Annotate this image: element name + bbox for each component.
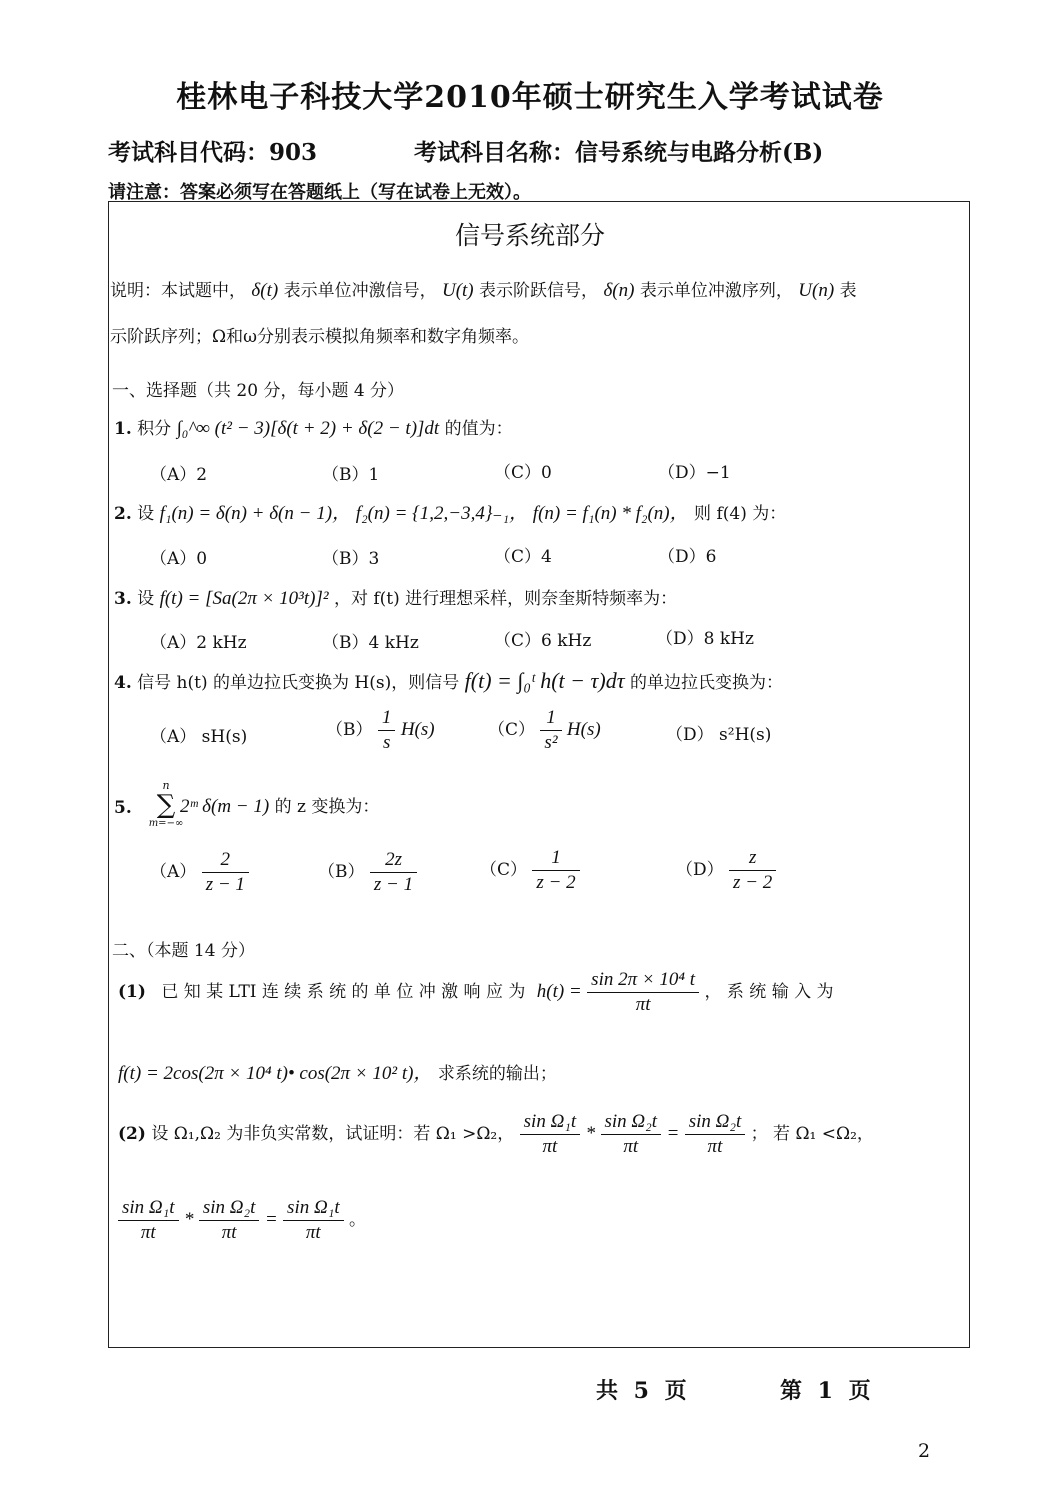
z-transform-expression: 2ᵐ δ(m − 1) — [180, 796, 270, 817]
delta-t-symbol: δ(t) — [251, 280, 279, 301]
delta-n-symbol: δ(n) — [603, 280, 635, 301]
q1-option-c: （C）0 — [494, 463, 552, 483]
part2-heading: 二、（本题 14 分） — [112, 941, 255, 961]
denominator: z − 1 — [205, 874, 245, 895]
u-t-symbol: U(t) — [441, 280, 474, 301]
convolution-operator: * — [585, 1123, 596, 1144]
subject-name: 考试科目名称：信号系统与电路分析(B) — [414, 139, 824, 166]
denominator: πt — [623, 1136, 639, 1157]
u-n-symbol: U(n) — [798, 280, 835, 301]
subject-code: 考试科目代码：903 — [108, 139, 318, 166]
fraction — [587, 968, 699, 1017]
question-text: 积分 — [137, 419, 172, 439]
sigma-icon: ∑ — [156, 790, 176, 820]
q2-option-d: （D）6 — [658, 547, 717, 567]
exam-title: 桂林电子科技大学2010年硕士研究生入学考试试卷 — [176, 80, 884, 115]
numerator: sin Ω₂t — [199, 1196, 260, 1221]
q5-option-a — [150, 848, 249, 897]
fraction — [729, 846, 776, 895]
q1-option-d: （D）−1 — [658, 463, 731, 483]
integral-expression: f(t) = ∫₀ᵗ h(t − τ)dτ — [464, 668, 625, 693]
impulse-response-label: h(t) = — [536, 981, 582, 1002]
fraction — [370, 848, 417, 897]
question-text: 的值为： — [444, 419, 513, 439]
question-number: 3. — [114, 589, 132, 609]
convolution-expression: f₁(n) = δ(n) + δ(n − 1)， f₂(n) = {1,2,−3,4}₋₁， f(n) = f₁(n) * f₂(n)， — [159, 503, 689, 524]
answer-notice: 请注意：答案必须写在答题纸上（写在试卷上无效）。 — [108, 182, 531, 203]
fraction — [601, 1110, 662, 1159]
fraction — [202, 848, 249, 897]
part2-q1-line1 — [118, 968, 834, 1017]
explanation-line-2: 示阶跃序列；Ω和ω分别表示模拟角频率和数字角频率。 — [110, 327, 529, 347]
option-expression: H(s) — [400, 719, 435, 740]
denominator: s² — [544, 732, 558, 753]
denominator: z − 2 — [536, 872, 576, 893]
denominator: z − 2 — [733, 872, 773, 893]
q2-option-b: （B）3 — [322, 549, 380, 569]
question-text: 的单边拉氏变换为： — [630, 673, 783, 693]
corner-page-number: 2 — [918, 1440, 931, 1462]
subquestion-number: (1) — [118, 982, 146, 1002]
part2-q2-line1 — [118, 1110, 874, 1159]
fraction — [199, 1196, 260, 1245]
q5-option-d — [676, 846, 776, 895]
question-2 — [114, 498, 786, 525]
question-5-number — [114, 798, 132, 818]
denominator: πt — [221, 1222, 237, 1243]
total-pages: 共 5 页 — [596, 1378, 687, 1404]
question-text: ，对 f(t) 进行理想采样，则奈奎斯特频率为： — [333, 589, 678, 609]
fraction — [532, 846, 579, 895]
option-label: （D） — [676, 860, 724, 880]
option-label: （A） — [150, 862, 197, 882]
fraction — [685, 1110, 746, 1159]
q2-option-a: （A）0 — [150, 549, 208, 569]
question-5-expr — [180, 792, 379, 818]
denominator: πt — [140, 1222, 156, 1243]
denominator: πt — [542, 1136, 558, 1157]
numerator: sin Ω₂t — [601, 1110, 662, 1135]
numerator: 1 — [378, 706, 396, 731]
fraction — [520, 1110, 581, 1159]
part2-q2-line2 — [118, 1196, 366, 1245]
part2-q1-line2 — [118, 1058, 557, 1085]
subquestion-number: (2) — [118, 1124, 146, 1144]
equals-sign: = — [666, 1123, 680, 1144]
denominator: z − 1 — [373, 874, 414, 895]
question-text: 已 知 某 LTI 连 续 系 统 的 单 位 冲 激 响 应 为 — [161, 982, 526, 1002]
q5-option-c — [480, 846, 580, 895]
q1-option-b: （B）1 — [322, 465, 380, 485]
question-text: 信号 h(t) 的单边拉氏变换为 H(s)，则信号 — [137, 673, 460, 693]
option-label: （B） — [318, 862, 365, 882]
integral-expression: ∫₀^∞ (t² − 3)[δ(t + 2) + δ(2 − t)]dt — [176, 418, 440, 439]
numerator: sin Ω₁t — [520, 1110, 581, 1135]
option-label: （B） — [326, 720, 373, 740]
summation-symbol — [148, 780, 184, 830]
question-3 — [114, 584, 677, 610]
sampling-expression: f(t) = [Sa(2π × 10³t)]² — [159, 588, 329, 609]
q2-option-c: （C）4 — [494, 547, 552, 567]
numerator: 2z — [370, 848, 417, 873]
fraction — [378, 706, 396, 755]
q3-option-d: （D）8 kHz — [656, 629, 754, 649]
part1-heading: 一、选择题（共 20 分，每小题 4 分） — [112, 381, 405, 401]
option-label: （C） — [480, 860, 528, 880]
question-text: 设 — [137, 589, 155, 609]
question-text: 设 — [137, 504, 155, 524]
explanation-text: 表 — [839, 281, 857, 301]
numerator: sin Ω₂t — [685, 1110, 746, 1135]
numerator: sin Ω₁t — [118, 1196, 179, 1221]
question-1 — [114, 414, 513, 440]
option-label: （C） — [488, 720, 536, 740]
explanation-text: 表示阶跃信号， — [479, 281, 599, 301]
current-page: 第 1 页 — [780, 1378, 871, 1404]
numerator: z — [729, 846, 776, 871]
numerator: 1 — [540, 706, 561, 731]
equals-sign: = — [264, 1209, 278, 1230]
q4-option-d: （D） s²H(s) — [666, 725, 772, 745]
period: 。 — [349, 1210, 366, 1230]
option-expression: H(s) — [566, 719, 601, 740]
q4-option-a: （A） sH(s) — [150, 727, 248, 747]
explanation-text: 说明：本试题中， — [110, 281, 246, 301]
question-text: ； 若 Ω₁ <Ω₂， — [750, 1124, 874, 1144]
question-number: 4. — [114, 673, 132, 693]
q5-option-b — [318, 848, 417, 897]
denominator: s — [382, 732, 391, 753]
question-text: 则 f(4) 为： — [694, 504, 787, 524]
sum-lower-limit: m=−∞ — [148, 818, 184, 829]
question-text: ， 系 统 输 入 为 — [704, 982, 834, 1002]
fraction — [118, 1196, 179, 1245]
denominator: πt — [635, 994, 651, 1015]
explanation-line-1 — [110, 276, 857, 302]
question-number: 1. — [114, 419, 132, 439]
q3-option-a: （A）2 kHz — [150, 633, 247, 653]
convolution-operator: * — [183, 1209, 194, 1230]
q1-option-a: （A）2 — [150, 465, 208, 485]
explanation-text: 表示单位冲激序列， — [639, 281, 793, 301]
sum-upper-limit: n — [162, 779, 170, 792]
section-title: 信号系统部分 — [454, 221, 605, 250]
denominator: πt — [707, 1136, 723, 1157]
q4-option-b — [326, 706, 435, 755]
question-number: 5. — [114, 798, 132, 818]
fraction — [540, 706, 561, 755]
question-frame — [108, 201, 970, 1348]
input-signal-expression: f(t) = 2cos(2π × 10⁴ t)• cos(2π × 10² t)， — [118, 1063, 433, 1084]
q4-option-c — [488, 706, 601, 755]
question-text: 求系统的输出； — [437, 1064, 557, 1084]
explanation-text: 表示单位冲激信号， — [283, 281, 437, 301]
question-4 — [114, 668, 783, 694]
question-text: 设 Ω₁,Ω₂ 为非负实常数，试证明：若 Ω₁ >Ω₂， — [151, 1124, 515, 1144]
question-number: 2. — [114, 504, 132, 524]
numerator: 1 — [532, 846, 579, 871]
numerator: sin Ω₁t — [283, 1196, 344, 1221]
question-text: 的 z 变换为： — [274, 797, 380, 817]
numerator: 2 — [202, 848, 249, 873]
fraction — [283, 1196, 344, 1245]
q3-option-c: （C）6 kHz — [494, 631, 592, 651]
numerator: sin 2π × 10⁴ t — [587, 968, 699, 993]
denominator: πt — [305, 1222, 321, 1243]
q3-option-b: （B）4 kHz — [322, 633, 419, 653]
